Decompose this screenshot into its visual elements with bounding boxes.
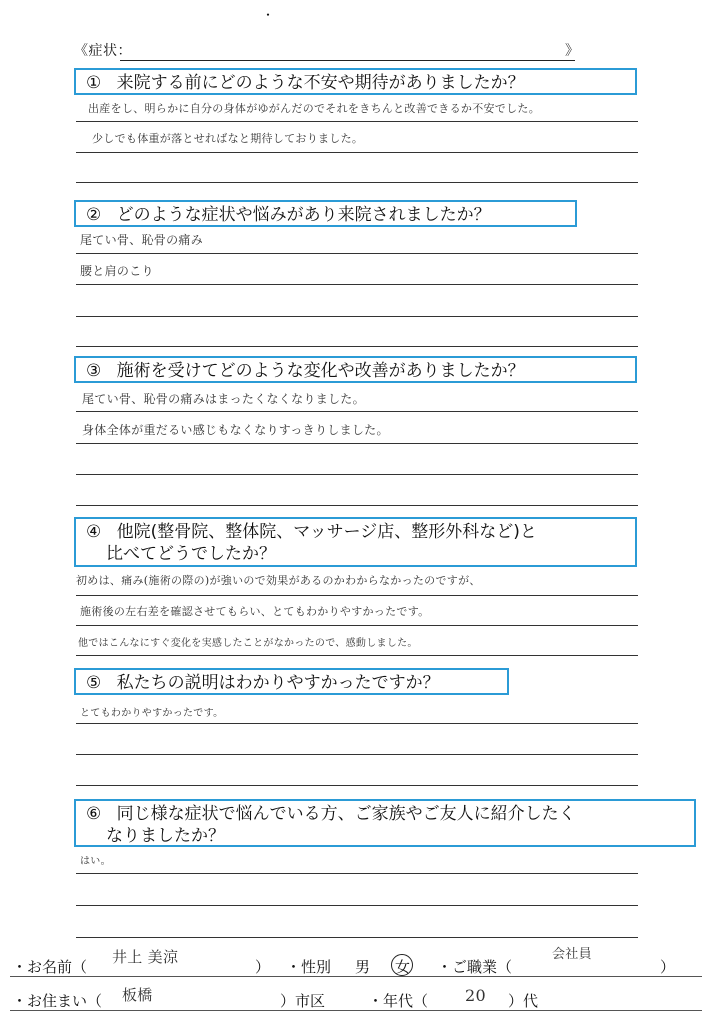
answer-1-rule-2 xyxy=(76,152,638,153)
question-6-text-line-1: 同じ様な症状で悩んでいる方、ご家族やご友人に紹介したく xyxy=(116,804,576,824)
question-4-text-line-2: 比べてどうでしたか？ xyxy=(106,544,276,564)
question-6-number: ⑥ xyxy=(86,804,102,824)
occupation-value: 会社員 xyxy=(552,947,592,962)
footer-rule-2 xyxy=(10,1010,702,1011)
question-5-number: ⑤ xyxy=(86,673,102,693)
age-value: 20 xyxy=(465,986,486,1005)
question-3-number: ③ xyxy=(86,361,102,381)
question-5-box xyxy=(74,668,509,695)
name-label: ・お名前（ xyxy=(12,958,88,976)
question-1-text: 来院する前にどのような不安や期待がありましたか？ xyxy=(116,73,525,93)
answer-5-rule-3 xyxy=(76,785,638,786)
question-5-text: 私たちの説明はわかりやすかったですか？ xyxy=(116,673,440,693)
question-2-text: どのような症状や悩みがあり来院されましたか？ xyxy=(116,205,491,225)
answer-5-line-1: とてもわかりやすかったです。 xyxy=(80,708,224,719)
answer-4-rule-3 xyxy=(76,655,638,656)
answer-4-rule-1 xyxy=(76,595,638,596)
answer-1-line-1: 出産をし、明らかに自分の身体がゆがんだのでそれをきちんと改善できるか不安でした。 xyxy=(88,102,540,115)
address-value: 板橋 xyxy=(122,986,153,1004)
answer-3-line-2: 身体全体が重だるい感じもなくなりすっきりしました。 xyxy=(82,423,389,437)
answer-2-rule-4 xyxy=(76,346,638,347)
name-value: 井上 美涼 xyxy=(112,948,179,966)
answer-2-rule-1 xyxy=(76,253,638,254)
question-4-box xyxy=(74,517,637,567)
answer-6-line-1: はい。 xyxy=(80,856,111,867)
answer-2-line-2: 腰と肩のこり xyxy=(80,264,154,278)
address-suffix: ）市区 xyxy=(280,992,326,1010)
answer-3-rule-3 xyxy=(76,474,638,475)
answer-5-rule-2 xyxy=(76,754,638,755)
answer-3-rule-4 xyxy=(76,505,638,506)
answer-4-rule-2 xyxy=(76,625,638,626)
symptom-close: 》 xyxy=(565,43,579,59)
answer-1-rule-1 xyxy=(76,121,638,122)
answer-2-rule-2 xyxy=(76,284,638,285)
gender-female: 女 xyxy=(395,958,411,976)
gender-male: 男 xyxy=(355,958,371,976)
question-4-number: ④ xyxy=(86,522,102,542)
answer-3-rule-2 xyxy=(76,443,638,444)
occupation-label: ・ご職業（ xyxy=(437,958,513,976)
answer-6-rule-1 xyxy=(76,873,638,874)
question-3-box xyxy=(74,356,637,383)
age-suffix: ）代 xyxy=(508,992,539,1010)
question-6-box xyxy=(74,799,696,847)
occupation-close: ） xyxy=(660,958,676,976)
answer-4-line-2: 施術後の左右差を確認させてもらい、とてもわかりやすかったです。 xyxy=(80,605,430,618)
answer-1-rule-3 xyxy=(76,182,638,183)
answer-2-line-1: 尾てい骨、恥骨の痛み xyxy=(80,233,204,247)
answer-5-rule-1 xyxy=(76,723,638,724)
answer-1-line-2: 少しでも体重が落とせればなと期待しておりました。 xyxy=(92,132,364,145)
name-close: ） xyxy=(255,958,271,976)
gender-label: ・性別 xyxy=(286,958,332,976)
answer-4-line-3: 他ではこんなにすぐ変化を実感したことがなかったので、感動しました。 xyxy=(78,638,418,649)
question-1-number: ① xyxy=(86,73,102,93)
question-3-text: 施術を受けてどのような変化や改善がありましたか？ xyxy=(116,361,525,381)
age-label: ・年代（ xyxy=(368,992,429,1010)
address-label: ・お住まい（ xyxy=(12,992,103,1010)
question-2-number: ② xyxy=(86,205,102,225)
question-2-box xyxy=(74,200,577,227)
answer-6-rule-3 xyxy=(76,937,638,938)
symptom-label: 《症状： xyxy=(74,43,132,59)
answer-3-line-1: 尾てい骨、恥骨の痛みはまったくなくなりました。 xyxy=(82,392,365,406)
answer-2-rule-3 xyxy=(76,316,638,317)
answer-3-rule-1 xyxy=(76,411,638,412)
question-6-text-line-2: なりましたか？ xyxy=(106,826,225,846)
footer-rule-1 xyxy=(10,976,702,977)
question-4-text-line-1: 他院(整骨院、整体院、マッサージ店、整形外科など)と xyxy=(116,522,537,542)
top-mark: ・ xyxy=(262,8,275,22)
question-1-box xyxy=(74,68,637,95)
symptom-underline xyxy=(120,60,575,61)
answer-6-rule-2 xyxy=(76,905,638,906)
answer-4-line-1: 初めは、痛み(施術の際の)が強いので効果があるのかわからなかったのですが、 xyxy=(76,574,481,587)
